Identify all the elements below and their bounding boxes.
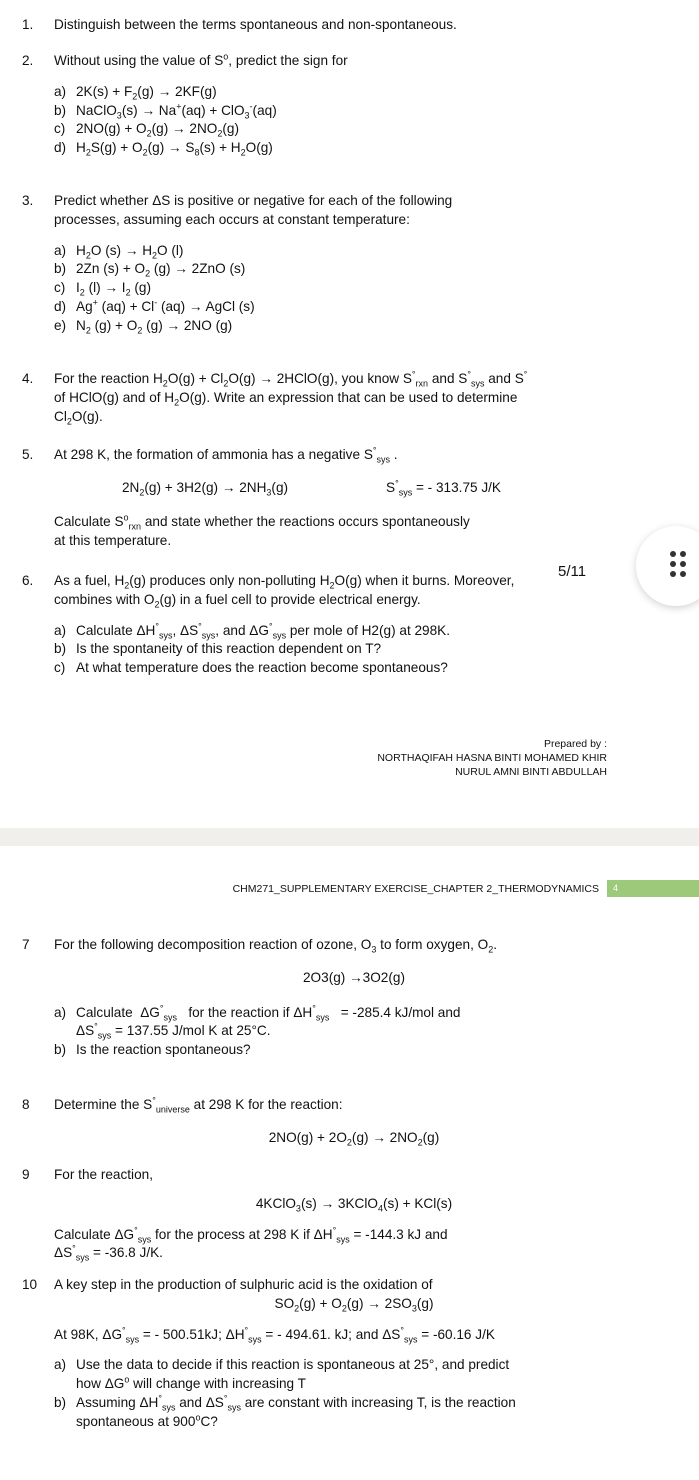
prepared-by-label: Prepared by : (543, 738, 607, 750)
reaction-equation: 4KClO$_3$(s) → 3KClO$_4$(s) + KCl(s) (255, 1195, 453, 1214)
question-text-line: As a fuel, $H_2(g)$ produces only non-polluting $H_2O(g)$ when it burns. Moreover, (54, 573, 515, 591)
reaction-equation: $2N_2(g) + 3H2(g) \to 2NH_3(g)$ (122, 479, 289, 498)
sub-question-text: Is the reaction spontaneous? (76, 1042, 251, 1057)
sub-question (54, 139, 622, 158)
page-header (0, 846, 699, 906)
question-1 (22, 16, 622, 35)
sub-question-label: b) (54, 1042, 67, 1057)
question-text-line: $Cl_2O(g)$. (54, 408, 103, 427)
question-text-line: at this temperature. (54, 532, 172, 548)
question-text-line: Calculate $\Delta G^\circ_{sys}$ for the process at 298 K if $\Delta H^\circ_{sys} = -144.3$ kJ and (54, 1224, 448, 1245)
question-number: 10 (22, 1277, 38, 1292)
text-fade (515, 595, 560, 615)
sub-question-text: Use the data to decide if this reaction is spontaneous at 25°, and predict how $\Delta G^o$ will change with increasing T (76, 1357, 510, 1391)
sub-question-list (54, 1004, 622, 1060)
question-number: 9 (22, 1167, 30, 1182)
sub-question-text: $2NO(g) + O_2(g) \to 2NO_2(g)$ (76, 121, 240, 139)
sub-question-text: Is the spontaneity of this reaction dependent on T? (76, 641, 382, 657)
sub-question (54, 317, 622, 336)
question-text-line: of HClO(g) and of $H_2O(g)$. Write an expression that can be used to determine (54, 389, 518, 408)
question-text-line: Determine the $S^\circ_{universe}$ at 298 K for the reaction: (54, 1095, 343, 1115)
sub-question-text: NaClO$_3$(s) → Na+(aq) + ClO$_3$-(aq) (76, 100, 277, 121)
sub-question-label: c) (54, 121, 66, 137)
sub-question-text: Calculate $\Delta G^\circ_{sys}$ for the reaction if $\Delta H^\circ_{sys} = -285.4$ kJ/mol and $\Delta S^\circ_{sys} = 137.55$ J/mol K at 25°C. (76, 1002, 461, 1041)
sub-question-list (54, 622, 622, 678)
entropy-value: $S^\circ_{sys}$ = - 313.75 J/K (386, 478, 501, 498)
question-number: 2. (22, 53, 34, 68)
sub-question-label: c) (54, 280, 66, 295)
sub-question (54, 279, 622, 298)
sub-question (54, 640, 622, 659)
prepared-by-block (377, 737, 607, 780)
question-text-line: Predict whether ΔS is positive or negative for each of the following (54, 193, 453, 208)
sub-question (54, 622, 622, 641)
more-options-icon[interactable] (670, 551, 690, 581)
sub-question-list (54, 83, 622, 158)
question-text-line: combines with $O_2(g)$ in a fuel cell to provide electrical energy. (54, 591, 421, 610)
question-number: 7 (22, 937, 30, 952)
question-6 (22, 572, 622, 678)
sub-question-label: d) (54, 298, 67, 314)
reaction-equation: 2O3(g) →3O2(g) (303, 969, 405, 985)
header-page-number: 4 (607, 880, 699, 897)
sub-question (54, 1394, 622, 1432)
sub-question-text: $H_2O$ $(s) \to H_2O$ (l) (76, 242, 184, 261)
sub-question-label: b) (54, 261, 67, 277)
reaction-equation: $2NO(g) + 2O_2(g) \to 2NO_2(g)$ (268, 1129, 440, 1148)
question-text-line: For the reaction, (54, 1167, 153, 1182)
question-text: Distinguish between the terms spontaneous and non-spontaneous. (54, 17, 457, 32)
question-text-line: At 298 K, the formation of ammonia has a negative $S^\circ_{sys}$ . (54, 445, 398, 465)
question-10 (22, 1276, 622, 1431)
sub-question-text: $2K(s) + F_2(g) \to 2KF(g)$ (76, 83, 217, 102)
question-8 (22, 1096, 622, 1148)
question-number: 6. (22, 573, 34, 588)
question-5 (22, 446, 622, 550)
sub-question (54, 242, 622, 261)
question-9 (22, 1166, 622, 1263)
question-3 (22, 192, 622, 335)
sub-question-label: a) (54, 242, 67, 258)
question-text-line: For the following decomposition reaction of ozone, $O_3$ to form oxygen, $O_2$. (54, 937, 498, 955)
question-text: Without using the value of $S^o$, predict the sign for (54, 51, 348, 68)
sub-question-label: e) (54, 317, 67, 333)
sub-question (54, 1041, 622, 1060)
sub-question-label: c) (54, 660, 66, 675)
sub-question-text: $I_2$ $(l) \to I_2$ (g) (76, 280, 151, 298)
question-number: 1. (22, 17, 34, 32)
sub-question-label: a) (54, 622, 67, 638)
sub-question (54, 1356, 622, 1394)
sub-question-text: $H_2S(g) + O_2(g) \to S_8(s) + H_2O(g)$ (76, 140, 273, 158)
question-number: 4. (22, 371, 34, 386)
sub-question-text: $N_2$ $(g) + O_2$ (g) → 2NO (g) (76, 317, 233, 336)
sub-question-text: Calculate $\Delta H^\circ_{sys}$, $\Delta S^\circ_{sys}$, and $\Delta G^\circ_{sys}$ per mole of H2(g) at 298K. (76, 620, 451, 641)
question-text-line: $\Delta S^\circ_{sys} = -36.8$ J/K. (54, 1243, 163, 1263)
reaction-equation: $SO_2(g) + O_2(g) \to 2SO_3(g)$ (274, 1295, 434, 1314)
question-number: 3. (22, 193, 34, 208)
question-2 (22, 52, 622, 158)
sub-question-label: d) (54, 140, 67, 155)
sub-question-text: Ag+ (aq) + Cl- (aq) → AgCl (s) (76, 297, 255, 314)
question-number: 5. (22, 447, 34, 462)
question-text-line: For the reaction $H_2O(g) + Cl_2O(g)$ → 2HClO(g), you know $S^\circ_{rxn}$ and $S^\circ_{sys}$ and S° (54, 369, 528, 389)
sub-question (54, 102, 622, 121)
sub-question-label: b) (54, 102, 67, 118)
document-page-2 (0, 846, 699, 1480)
sub-question (54, 298, 622, 317)
sub-question-text: At what temperature does the reaction become spontaneous? (76, 660, 448, 675)
sub-question (54, 1004, 622, 1042)
question-text-line: processes, assuming each occurs at constant temperature: (54, 211, 410, 227)
author-name: NURUL AMNI BINTI ABDULLAH (455, 766, 607, 779)
sub-question (54, 659, 622, 678)
page-indicator: 5/11 (558, 563, 587, 580)
question-text-line: Calculate $S^o_{rxn}$ and state whether the reactions occurs spontaneously (54, 512, 470, 532)
sub-question-text: Assuming $\Delta H^\circ_{sys}$ and $\Delta S^\circ_{sys}$ are constant with increasing T, is the reaction spontaneous at 900$^o$C? (76, 1393, 516, 1429)
question-4 (22, 370, 622, 426)
sub-question-list (54, 242, 622, 336)
question-text-line: A key step in the production of sulphuric acid is the oxidation of (54, 1277, 433, 1292)
sub-question-text: 2Zn $(s) + O_2$ (g) → 2ZnO (s) (76, 261, 246, 279)
author-name: NORTHAQIFAH HASNA BINTI MOHAMED KHIR (377, 752, 607, 765)
sub-question-label: a) (54, 83, 67, 99)
question-data-line: At 98K, $\Delta G^\circ_{sys}$ = - 500.51kJ; $\Delta H^\circ_{sys}$ = - 494.61. kJ; and $\Delta S^\circ_{sys} = -60.16$ J/K (54, 1324, 495, 1345)
page-separator (0, 828, 699, 846)
header-title: CHM271_SUPPLEMENTARY EXERCISE_CHAPTER 2_THERMODYNAMICS (232, 883, 599, 895)
sub-question-list (54, 1356, 622, 1431)
sub-question-label: a) (54, 1357, 67, 1373)
question-7 (22, 936, 622, 1060)
sub-question (54, 260, 622, 279)
sub-question (54, 83, 622, 102)
question-number: 8 (22, 1097, 30, 1112)
sub-question-label: a) (54, 1004, 67, 1020)
sub-question (54, 120, 622, 139)
sub-question-label: b) (54, 641, 67, 657)
sub-question-label: b) (54, 1394, 67, 1410)
